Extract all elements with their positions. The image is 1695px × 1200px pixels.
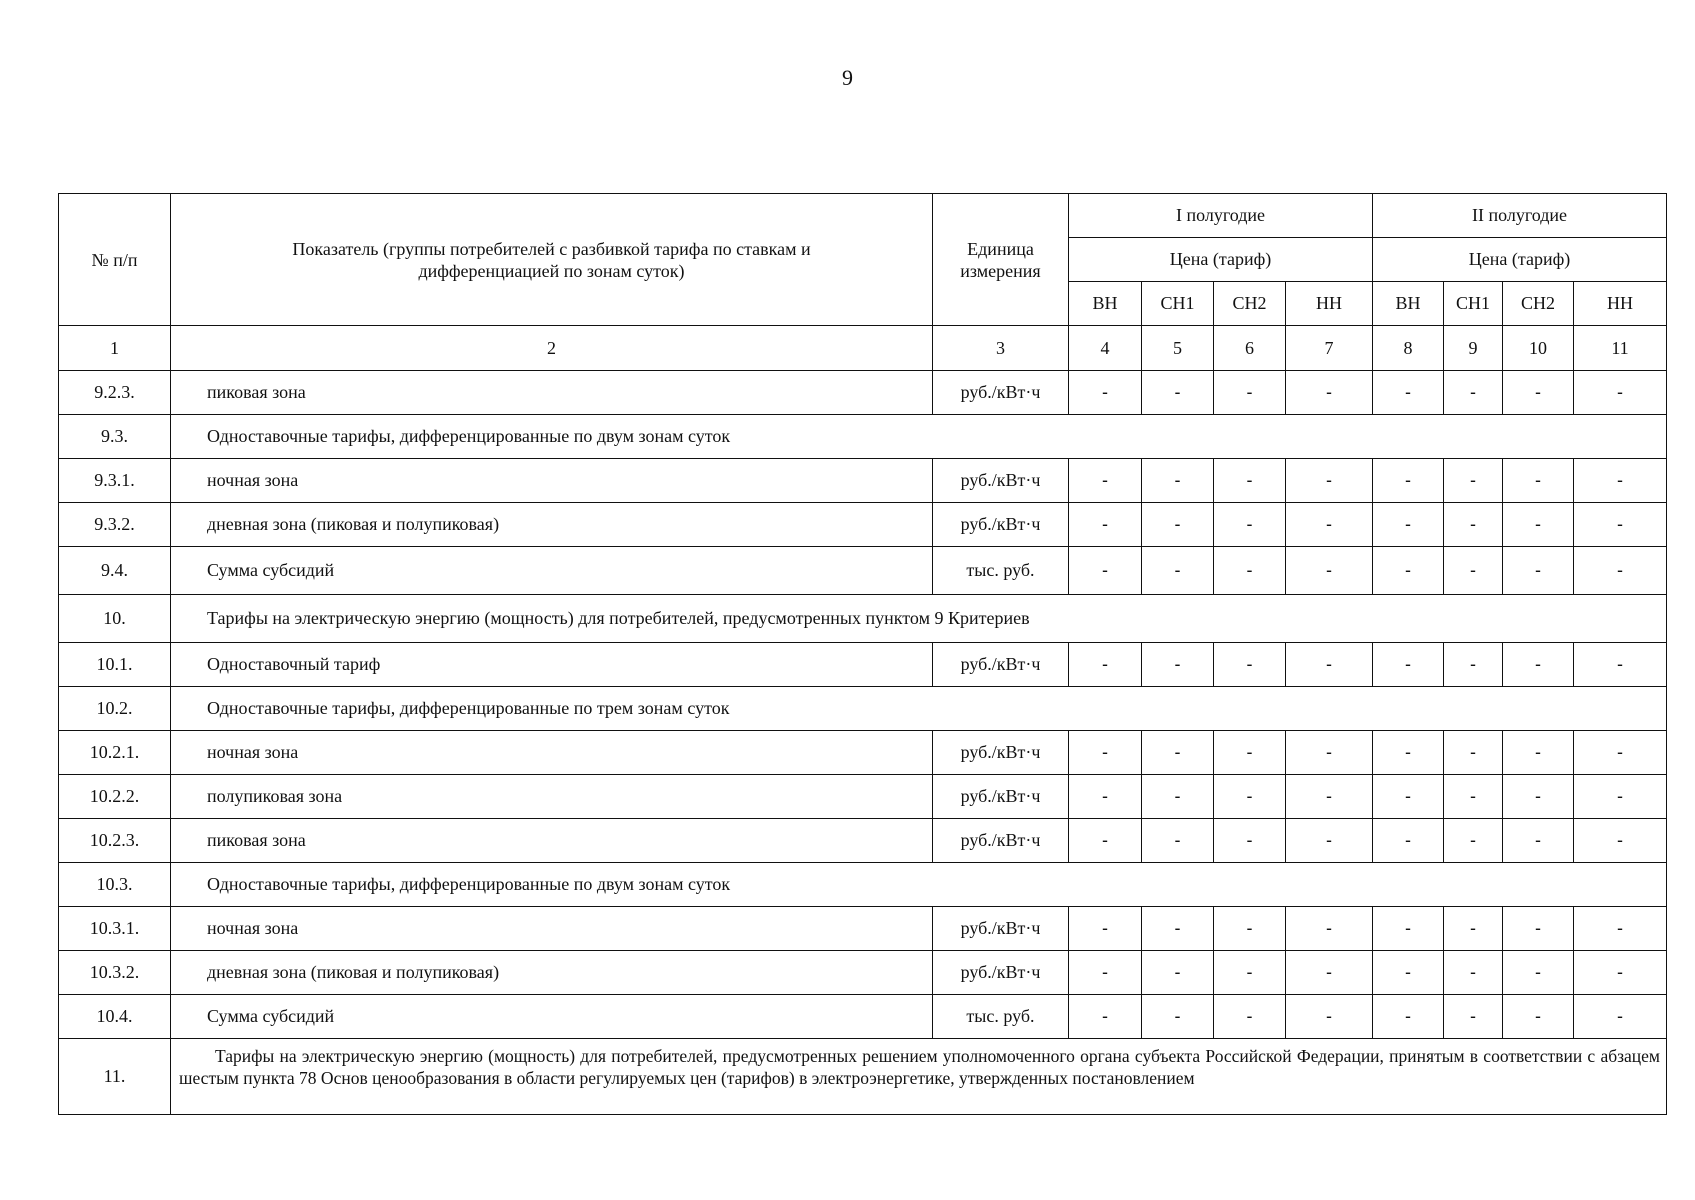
row-number: 10.2.3. xyxy=(59,819,171,863)
row-value: - xyxy=(1142,371,1214,415)
row-indicator: Одноставочный тариф xyxy=(171,643,933,687)
header-column-number: 2 xyxy=(171,326,933,371)
row-unit: руб./кВт·ч xyxy=(933,907,1069,951)
row-section-title: Одноставочные тарифы, дифференцированные по двум зонам суток xyxy=(171,863,1667,907)
table-row xyxy=(59,643,1667,687)
row-value: - xyxy=(1574,503,1667,547)
header-column-number: 9 xyxy=(1444,326,1503,371)
row-value: - xyxy=(1069,503,1142,547)
table-row xyxy=(59,415,1667,459)
row-section-title: Тарифы на электрическую энергию (мощность) для потребителей, предусмотренных пунктом 9 Критериев xyxy=(171,595,1667,643)
row-value: - xyxy=(1373,643,1444,687)
row-number: 10.2.2. xyxy=(59,775,171,819)
row-value: - xyxy=(1142,643,1214,687)
header-col-unit: Единица измерения xyxy=(933,194,1069,326)
row-value: - xyxy=(1286,995,1373,1039)
row-unit: тыс. руб. xyxy=(933,547,1069,595)
row-value: - xyxy=(1444,643,1503,687)
row-value: - xyxy=(1574,819,1667,863)
row-value: - xyxy=(1214,775,1286,819)
row-value: - xyxy=(1503,819,1574,863)
row-value: - xyxy=(1574,951,1667,995)
row-value: - xyxy=(1214,731,1286,775)
row-value: - xyxy=(1142,907,1214,951)
row-number: 9.3.1. xyxy=(59,459,171,503)
row-number: 10. xyxy=(59,595,171,643)
header-level: ВН xyxy=(1069,282,1142,326)
row-indicator: ночная зона xyxy=(171,459,933,503)
header-column-number: 3 xyxy=(933,326,1069,371)
row-unit: руб./кВт·ч xyxy=(933,731,1069,775)
row-value: - xyxy=(1574,459,1667,503)
row-value: - xyxy=(1069,371,1142,415)
header-level: НН xyxy=(1574,282,1667,326)
header-column-number: 10 xyxy=(1503,326,1574,371)
row-value: - xyxy=(1069,995,1142,1039)
table-row xyxy=(59,819,1667,863)
header-level: НН xyxy=(1286,282,1373,326)
row-unit: тыс. руб. xyxy=(933,995,1069,1039)
row-value: - xyxy=(1142,731,1214,775)
row-unit: руб./кВт·ч xyxy=(933,819,1069,863)
table-body xyxy=(59,371,1667,1039)
row-value: - xyxy=(1286,547,1373,595)
row-value: - xyxy=(1142,503,1214,547)
row-value: - xyxy=(1286,951,1373,995)
row-value: - xyxy=(1444,459,1503,503)
table-body-last xyxy=(59,1039,1667,1115)
row-value: - xyxy=(1214,459,1286,503)
table-row xyxy=(59,503,1667,547)
row-value: - xyxy=(1444,819,1503,863)
row-unit: руб./кВт·ч xyxy=(933,459,1069,503)
row-number: 10.3.1. xyxy=(59,907,171,951)
row-value: - xyxy=(1444,775,1503,819)
table-row xyxy=(59,907,1667,951)
row-value: - xyxy=(1142,951,1214,995)
row-unit: руб./кВт·ч xyxy=(933,775,1069,819)
row-number: 9.3. xyxy=(59,415,171,459)
row-value: - xyxy=(1069,547,1142,595)
row-value: - xyxy=(1142,995,1214,1039)
row-indicator: Сумма субсидий xyxy=(171,995,933,1039)
row-value: - xyxy=(1214,503,1286,547)
row-long-text xyxy=(171,1039,1667,1115)
row-value: - xyxy=(1373,547,1444,595)
table-row xyxy=(59,459,1667,503)
header-price-2: Цена (тариф) xyxy=(1373,238,1667,282)
row-value: - xyxy=(1444,995,1503,1039)
header-column-numbers-row xyxy=(59,326,1667,371)
table-row xyxy=(59,951,1667,995)
header-half-2: II полугодие xyxy=(1373,194,1667,238)
row-value: - xyxy=(1373,951,1444,995)
row-value: - xyxy=(1503,547,1574,595)
row-value: - xyxy=(1069,907,1142,951)
row-value: - xyxy=(1286,503,1373,547)
header-level: СН2 xyxy=(1214,282,1286,326)
row-section-title: Одноставочные тарифы, дифференцированные по трем зонам суток xyxy=(171,687,1667,731)
row-value: - xyxy=(1574,731,1667,775)
row-value: - xyxy=(1214,951,1286,995)
table-row xyxy=(59,775,1667,819)
row-value: - xyxy=(1373,907,1444,951)
header-column-number: 7 xyxy=(1286,326,1373,371)
row-number: 10.2. xyxy=(59,687,171,731)
row-value: - xyxy=(1142,819,1214,863)
row-value: - xyxy=(1069,819,1142,863)
row-value: - xyxy=(1574,907,1667,951)
row-value: - xyxy=(1373,819,1444,863)
row-value: - xyxy=(1214,371,1286,415)
row-value: - xyxy=(1373,371,1444,415)
header-column-number: 11 xyxy=(1574,326,1667,371)
row-value: - xyxy=(1503,371,1574,415)
table-row xyxy=(59,371,1667,415)
row-indicator: полупиковая зона xyxy=(171,775,933,819)
row-unit: руб./кВт·ч xyxy=(933,643,1069,687)
row-number: 10.3.2. xyxy=(59,951,171,995)
row-value: - xyxy=(1373,731,1444,775)
row-value: - xyxy=(1574,643,1667,687)
row-value: - xyxy=(1069,731,1142,775)
row-value: - xyxy=(1069,643,1142,687)
row-value: - xyxy=(1214,907,1286,951)
row-value: - xyxy=(1214,995,1286,1039)
header-col-indicator: Показатель (группы потребителей с разбивкой тарифа по ставкам и дифференциацией по зонам суток) xyxy=(171,194,933,326)
row-value: - xyxy=(1069,459,1142,503)
row-value: - xyxy=(1286,907,1373,951)
row-number: 11. xyxy=(59,1039,171,1115)
header-half-1: I полугодие xyxy=(1069,194,1373,238)
row-indicator: пиковая зона xyxy=(171,371,933,415)
row-value: - xyxy=(1503,907,1574,951)
row-long-text-content: Тарифы на электрическую энергию (мощность) для потребителей, предусмотренных решением уполномоченного органа субъекта Российской Федерации, принятым в соответствии с абзацем шестым пункта 78 Основ ценообразования в области регулируемых цен (тарифов) в электроэнергетике, утвержденных постановлением xyxy=(179,1046,1661,1088)
row-value: - xyxy=(1214,819,1286,863)
row-indicator: ночная зона xyxy=(171,907,933,951)
row-number: 9.2.3. xyxy=(59,371,171,415)
header-col-num: № п/п xyxy=(59,194,171,326)
row-value: - xyxy=(1503,951,1574,995)
row-value: - xyxy=(1444,951,1503,995)
row-indicator: дневная зона (пиковая и полупиковая) xyxy=(171,503,933,547)
page-number: 9 xyxy=(842,65,853,90)
row-value: - xyxy=(1286,731,1373,775)
row-value: - xyxy=(1503,775,1574,819)
header-column-number: 6 xyxy=(1214,326,1286,371)
header-column-number: 1 xyxy=(59,326,171,371)
row-value: - xyxy=(1286,643,1373,687)
row-value: - xyxy=(1503,459,1574,503)
row-section-title: Одноставочные тарифы, дифференцированные по двум зонам суток xyxy=(171,415,1667,459)
table-row xyxy=(59,547,1667,595)
table-row xyxy=(59,595,1667,643)
row-value: - xyxy=(1286,459,1373,503)
row-value: - xyxy=(1069,775,1142,819)
row-value: - xyxy=(1373,775,1444,819)
header-column-number: 8 xyxy=(1373,326,1444,371)
table-row xyxy=(59,731,1667,775)
row-value: - xyxy=(1142,547,1214,595)
row-number: 9.3.2. xyxy=(59,503,171,547)
header-level: СН2 xyxy=(1503,282,1574,326)
row-number: 10.3. xyxy=(59,863,171,907)
row-indicator: ночная зона xyxy=(171,731,933,775)
row-indicator: Сумма субсидий xyxy=(171,547,933,595)
row-value: - xyxy=(1444,731,1503,775)
tariff-table xyxy=(58,193,1667,1115)
row-value: - xyxy=(1444,547,1503,595)
header-column-number: 4 xyxy=(1069,326,1142,371)
row-unit: руб./кВт·ч xyxy=(933,503,1069,547)
row-value: - xyxy=(1373,503,1444,547)
row-unit: руб./кВт·ч xyxy=(933,371,1069,415)
row-number: 10.1. xyxy=(59,643,171,687)
row-value: - xyxy=(1069,951,1142,995)
header-level: ВН xyxy=(1373,282,1444,326)
row-value: - xyxy=(1286,819,1373,863)
header-price-1: Цена (тариф) xyxy=(1069,238,1373,282)
row-indicator: пиковая зона xyxy=(171,819,933,863)
table-header xyxy=(59,194,1667,371)
row-indicator: дневная зона (пиковая и полупиковая) xyxy=(171,951,933,995)
row-value: - xyxy=(1574,371,1667,415)
header-level: СН1 xyxy=(1142,282,1214,326)
row-value: - xyxy=(1503,503,1574,547)
row-value: - xyxy=(1373,459,1444,503)
header-level: СН1 xyxy=(1444,282,1503,326)
row-value: - xyxy=(1574,775,1667,819)
table-row xyxy=(59,863,1667,907)
header-column-number: 5 xyxy=(1142,326,1214,371)
row-value: - xyxy=(1444,371,1503,415)
row-value: - xyxy=(1286,371,1373,415)
row-value: - xyxy=(1574,547,1667,595)
row-value: - xyxy=(1373,995,1444,1039)
row-number: 10.2.1. xyxy=(59,731,171,775)
row-number: 10.4. xyxy=(59,995,171,1039)
row-value: - xyxy=(1286,775,1373,819)
row-value: - xyxy=(1503,643,1574,687)
row-value: - xyxy=(1444,907,1503,951)
table-row-last xyxy=(59,1039,1667,1115)
row-value: - xyxy=(1214,643,1286,687)
row-value: - xyxy=(1503,995,1574,1039)
row-value: - xyxy=(1503,731,1574,775)
row-value: - xyxy=(1444,503,1503,547)
row-value: - xyxy=(1142,459,1214,503)
table-row xyxy=(59,995,1667,1039)
row-unit: руб./кВт·ч xyxy=(933,951,1069,995)
row-number: 9.4. xyxy=(59,547,171,595)
row-value: - xyxy=(1214,547,1286,595)
table-row xyxy=(59,687,1667,731)
row-value: - xyxy=(1142,775,1214,819)
row-value: - xyxy=(1574,995,1667,1039)
